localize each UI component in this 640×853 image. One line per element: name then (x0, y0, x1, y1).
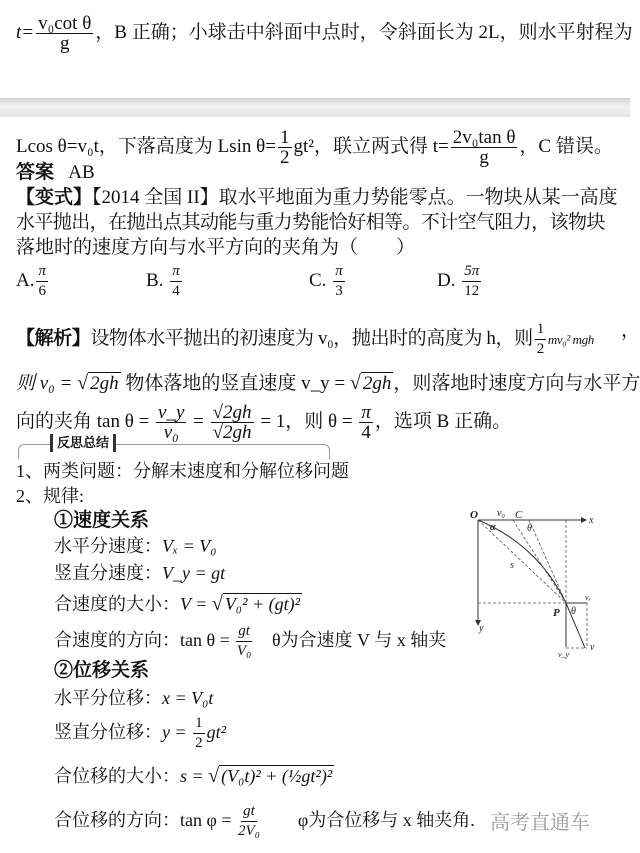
denominator: 2 (280, 147, 290, 168)
note: θ为合速度 V 与 x 轴夹 (271, 630, 447, 650)
numerator: π (361, 402, 371, 424)
variant-line-1 (16, 187, 618, 209)
equation-t: t= (16, 21, 35, 43)
text: = 1，则 θ = (255, 411, 358, 432)
displacement-row-4 (54, 798, 475, 842)
analysis-line-1 (16, 320, 640, 359)
denominator: g (479, 147, 489, 168)
denominator: 4 (361, 422, 371, 444)
numerator: π (36, 262, 48, 282)
denominator: 3 (335, 283, 343, 299)
text: 水平抛出，在抛出点其动能与重力势能恰好相等。不计空气阻力，该物块 (16, 212, 605, 233)
label-c: C (515, 509, 523, 521)
fraction (451, 128, 518, 167)
sqrt-content: V₀² + (gt)² (224, 594, 300, 614)
label: 水平分位移： (54, 688, 162, 708)
numerator: π (170, 262, 182, 282)
formula: gt² (206, 722, 227, 742)
fraction (211, 403, 254, 442)
numerator: gt (236, 622, 252, 642)
formula: tan θ = (180, 630, 235, 650)
variant-line-2 (16, 212, 605, 234)
text: ，选项 B 正确。 (374, 411, 512, 432)
numerator: √2gh (212, 402, 252, 424)
label-vx: vₓ (585, 593, 591, 602)
sqrt-icon: √ (349, 372, 361, 394)
formula: x = V₀t (162, 688, 214, 708)
numerator: 2v₀tan θ (452, 127, 516, 148)
formula: V_y = gt (162, 563, 226, 583)
option-a (16, 262, 50, 301)
label-alpha: α (490, 522, 496, 533)
page-separator (0, 98, 630, 117)
variant-tag: 【变式】 (16, 187, 93, 208)
option-label: B. (146, 269, 164, 291)
text: 落地时的速度方向与水平方向的夹角为（ ） (16, 237, 416, 258)
formula: V = (180, 594, 212, 614)
numerator: 1 (193, 714, 205, 734)
summary-title: 反思总结 (50, 434, 116, 452)
displacement-row-3 (54, 765, 334, 787)
analysis-tag: 【解析】 (16, 327, 91, 349)
denominator: V₀ (236, 643, 252, 660)
label-theta: θ (527, 523, 532, 534)
garbled-formula: mv₀² mgh (547, 331, 594, 347)
option-label: C. (309, 269, 327, 291)
displacement-row-2 (54, 710, 226, 754)
fraction (170, 262, 182, 301)
label-x: x (589, 515, 594, 526)
fraction (333, 262, 345, 301)
label-v: v (590, 642, 595, 653)
denominator: g (59, 33, 70, 54)
summary-item-1: 1、两类问题：分解末速度和分解位移问题 (16, 461, 349, 481)
sqrt-content: 2gh (362, 373, 392, 394)
text: 向的夹角 tan θ = (16, 411, 155, 432)
label: 合位移的方向： (54, 810, 180, 830)
answer-line (16, 162, 95, 184)
answer-value: AB (68, 162, 95, 183)
label-theta: θ (571, 606, 576, 617)
text: ，则落地时速度方向与水平方 (393, 373, 640, 394)
label-p: P (553, 607, 560, 619)
formula: Vₓ = V₀ (162, 536, 217, 556)
sqrt-content: (V₀t)² + (½gt²)² (221, 766, 333, 786)
text: gt²，联立两式得 t= (293, 135, 449, 157)
fraction (36, 14, 93, 53)
displacement-heading: ②位移关系 (54, 660, 150, 681)
x-arrow-icon (581, 517, 587, 523)
text: Lcos θ=v₀t，下落高度为 Lsin θ= (16, 135, 276, 157)
velocity-row-2 (54, 562, 225, 584)
sqrt-icon: √ (77, 372, 89, 394)
denominator: √2gh (212, 422, 252, 444)
fraction (359, 403, 373, 442)
fraction (193, 714, 205, 753)
denominator: 2 (195, 735, 203, 752)
label: 水平分速度： (54, 536, 162, 556)
watermark: 高考直通车 (490, 810, 590, 834)
numerator: v_y (158, 402, 185, 424)
sqrt-icon: √ (208, 765, 220, 787)
option-label: D. (437, 269, 456, 291)
numerator: π (333, 262, 345, 282)
text: ，B 正确；小球击中斜面中点时，令斜面长为 2L，则水平射程为 (95, 21, 633, 43)
fraction (535, 320, 546, 359)
fraction (278, 128, 292, 167)
option-c (309, 262, 347, 301)
fraction (236, 622, 252, 661)
option-label: A. (16, 269, 35, 291)
text: 取水平地面为重力势能零点。一物块从某一高度 (218, 187, 618, 208)
velocity-row-4 (54, 618, 446, 662)
numerator: 1 (535, 320, 546, 340)
label-y: y (479, 623, 484, 634)
option-b (146, 262, 184, 301)
numerator: 5π (462, 262, 481, 282)
dashed-c (513, 520, 566, 603)
dashed-c2 (529, 520, 566, 603)
fraction (36, 262, 48, 301)
label: 竖直分位移： (54, 722, 162, 742)
text: 则 v₀ = (16, 373, 78, 394)
sqrt-icon: √ (211, 593, 223, 615)
label-s: s (510, 560, 514, 571)
text: 设物体水平抛出的初速度为 v₀，抛出时的高度为 h，则 (90, 327, 533, 349)
note: φ为合位移与 x 轴夹角. (297, 810, 475, 830)
text-line-top (16, 14, 633, 53)
projectile-diagram (463, 505, 630, 660)
label: 合速度的大小： (54, 594, 180, 614)
text: ，C 错误。 (519, 135, 613, 157)
label: 合速度的方向： (54, 630, 180, 650)
option-d (437, 262, 483, 301)
summary-item-2: 2、规律: (16, 486, 85, 506)
label-v0: v₀ (497, 508, 505, 519)
label: 竖直分速度： (54, 563, 162, 583)
formula: tan φ = (180, 810, 237, 830)
fraction (156, 403, 186, 442)
text: ， (621, 320, 640, 341)
sqrt-content: 2gh (90, 373, 119, 394)
variant-line-3 (16, 237, 415, 259)
label-vy: v_y (558, 650, 570, 659)
text: = (188, 411, 209, 432)
label: 合位移的大小： (54, 766, 180, 786)
variant-source: 【2014 全国 II】 (92, 187, 219, 208)
answer-label: 答案 (16, 162, 55, 183)
denominator: 4 (172, 283, 180, 299)
numerator: gt (241, 802, 257, 822)
denominator: v₀ (163, 422, 179, 444)
denominator: 2V₀ (238, 823, 260, 840)
velocity-row-1 (54, 535, 217, 557)
velocity-heading: ①速度关系 (54, 510, 150, 531)
numerator: v₀cot θ (38, 13, 92, 34)
denominator: 6 (38, 283, 46, 299)
formula: s = (180, 766, 209, 786)
denominator: 2 (536, 341, 544, 357)
label-o: O (470, 509, 478, 521)
formula: y = (162, 722, 192, 742)
denominator: 12 (464, 283, 480, 299)
fraction (238, 802, 260, 841)
text-line-lcos (16, 128, 613, 167)
text: 物体落地的竖直速度 v_y = (120, 373, 350, 394)
displacement-row-1 (54, 687, 213, 709)
numerator: 1 (280, 127, 290, 148)
velocity-row-3 (54, 593, 302, 615)
fraction (462, 262, 481, 301)
